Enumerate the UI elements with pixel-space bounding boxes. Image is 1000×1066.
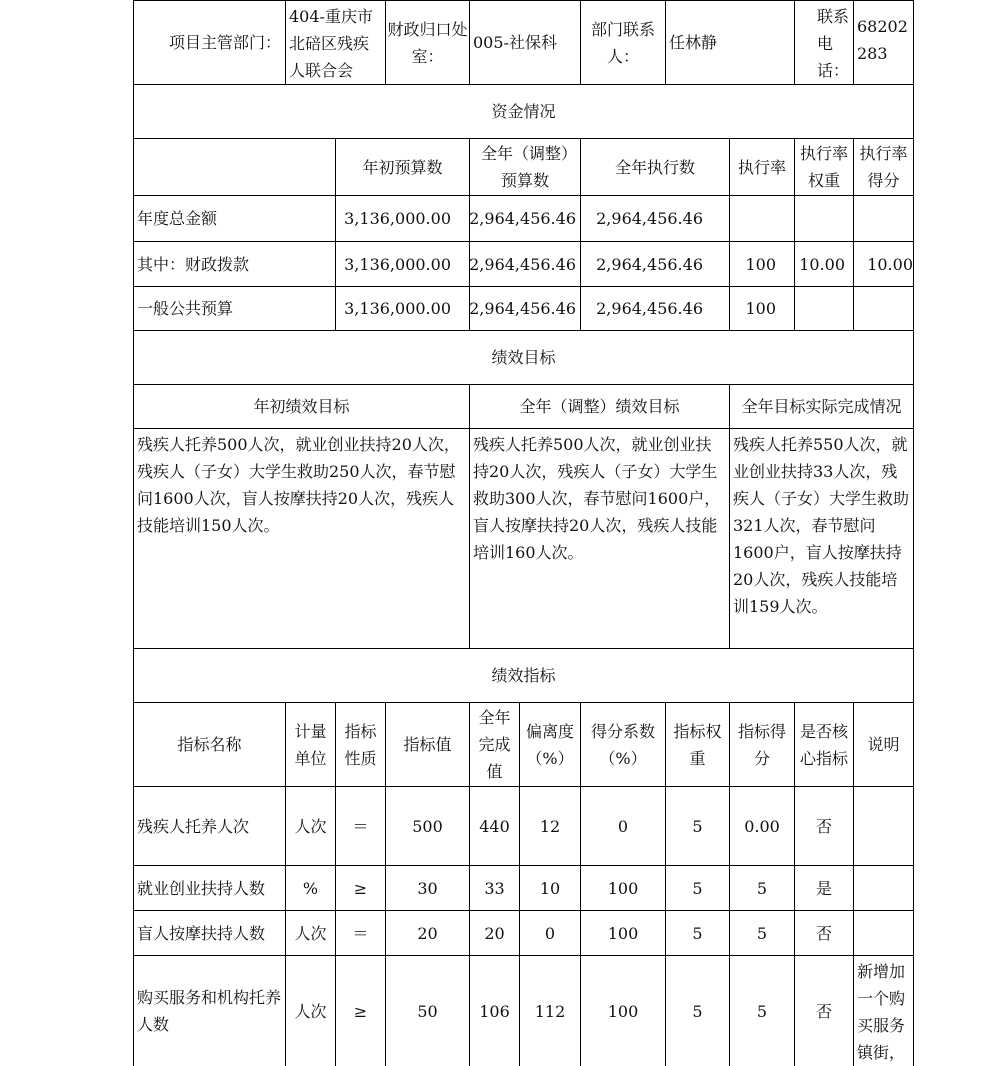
contact-value: 任林静: [669, 33, 718, 52]
ind-row-note: [854, 866, 913, 910]
ind-row-deviation: 0: [544, 923, 556, 943]
funds-row-executed: 2,964,456.46: [596, 254, 703, 274]
indicators-section-title: 绩效指标: [491, 666, 556, 685]
ind-row-coef: 100: [607, 878, 639, 898]
funds-row-executed: 2,964,456.46: [596, 209, 703, 228]
funds-row-weight: [795, 196, 853, 241]
ind-row-actual: 33: [484, 878, 505, 898]
ind-header-score: 指标得分: [737, 721, 786, 768]
ind-row-nature: ≥: [353, 878, 368, 898]
funds-header-executed: 全年执行数: [614, 157, 695, 177]
ind-row-target: 500: [412, 816, 443, 836]
ind-row-actual: 106: [479, 1001, 510, 1021]
goals-header-actual: 全年目标实际完成情况: [741, 397, 902, 416]
funds-row-adjusted: 2,964,456.46: [469, 254, 576, 274]
ind-header-core: 是否核心指标: [799, 721, 848, 768]
ind-row-score: 5: [756, 1001, 768, 1021]
funds-header-initial: 年初预算数: [362, 157, 443, 177]
dept-value: 404-重庆市北碚区残疾人联合会: [289, 7, 373, 80]
dept-label: 项目主管部门：: [168, 33, 281, 52]
ind-row-core: 否: [815, 816, 832, 836]
ind-header-unit: 计量单位: [294, 721, 327, 768]
goals-header-adjusted: 全年（调整）绩效目标: [519, 397, 680, 416]
ind-row-name: 就业创业扶持人数: [137, 878, 266, 898]
ind-row-target: 20: [417, 923, 438, 943]
ind-row-name: 购买服务和机构托养人数: [137, 988, 282, 1034]
goals-initial-text: 残疾人托养500人次，就业创业扶持20人次，残疾人（子女）大学生救助250人次，春节慰问1600人次，盲人按摩扶持20人次，残疾人技能培训150人次。: [137, 435, 460, 535]
funds-row-rate: 100: [745, 254, 776, 274]
ind-header-coef: 得分系数（%）: [590, 721, 655, 768]
fin-dept-value: 005-社保科: [473, 33, 557, 52]
ind-row-weight: 5: [692, 923, 703, 943]
fin-dept-label: 财政归口处室：: [387, 19, 468, 66]
funds-header-adjusted: 全年（调整）预算数: [480, 144, 569, 190]
funds-header-weight: 执行率权重: [799, 144, 848, 190]
funds-row-executed: 2,964,456.46: [596, 299, 703, 318]
ind-header-note: 说明: [867, 735, 900, 754]
ind-row-coef: 100: [607, 1001, 639, 1021]
funds-row-weight: [795, 287, 853, 330]
ind-row-weight: 5: [692, 816, 703, 836]
ind-row-deviation: 10: [539, 878, 561, 898]
ind-header-target: 指标值: [403, 735, 452, 754]
ind-row-name: 残疾人托养人次: [137, 816, 250, 836]
ind-row-note: 新增加一个购买服务镇街，: [857, 962, 906, 1062]
ind-row-deviation: 112: [534, 1001, 566, 1021]
ind-row-weight: 5: [692, 1001, 703, 1021]
ind-row-nature: ＝: [352, 923, 369, 943]
ind-header-actual: 全年完成值: [478, 708, 511, 781]
ind-row-core: 否: [815, 1001, 832, 1021]
ind-row-nature: ＝: [352, 816, 369, 836]
ind-row-coef: 0: [617, 816, 629, 836]
ind-row-score: 5: [756, 878, 768, 898]
ind-row-coef: 100: [607, 923, 639, 943]
ind-row-weight: 5: [692, 878, 703, 898]
funds-row-initial: 3,136,000.00: [344, 299, 451, 318]
ind-row-score: 0.00: [744, 816, 780, 836]
ind-row-note: [854, 911, 913, 955]
ind-row-name: 盲人按摩扶持人数: [137, 923, 266, 943]
funds-row-initial: 3,136,000.00: [344, 254, 451, 274]
ind-row-actual: 20: [484, 923, 505, 943]
goals-header-initial: 年初绩效目标: [253, 397, 350, 416]
ind-row-core: 否: [815, 923, 832, 943]
funds-row-label: 一般公共预算: [137, 299, 234, 318]
funds-section-title: 资金情况: [491, 102, 556, 121]
goals-adjusted-text: 残疾人托养500人次，就业创业扶持20人次，残疾人（子女）大学生救助300人次，春节慰问1600户，盲人按摩扶持20人次，残疾人技能培训160人次。: [473, 435, 721, 562]
funds-row-label: 其中：财政拨款: [137, 254, 250, 274]
ind-header-deviation: 偏离度（%）: [525, 721, 574, 768]
funds-row-weight: 10.00: [799, 254, 845, 274]
funds-row-rate: 100: [745, 299, 776, 318]
vline: [913, 0, 914, 1066]
funds-header-rate: 执行率: [737, 157, 786, 177]
ind-row-unit: 人次: [294, 816, 327, 836]
funds-row-rate: [730, 196, 794, 241]
funds-row-label: 年度总金额: [137, 209, 218, 228]
ind-row-target: 50: [417, 1001, 438, 1021]
ind-row-unit: 人次: [294, 1001, 327, 1021]
ind-row-nature: ≥: [353, 1001, 368, 1021]
ind-row-actual: 440: [479, 816, 510, 836]
goals-section-title: 绩效目标: [491, 348, 556, 367]
goals-actual-text: 残疾人托养550人次，就业创业扶持33人次，残疾人（子女）大学生救助321人次，春节慰问1600户，盲人按摩扶持20人次，残疾人技能培训159人次。: [733, 435, 910, 616]
ind-header-nature: 指标性质: [344, 721, 377, 768]
funds-row-score: [854, 287, 913, 330]
ind-row-deviation: 12: [539, 816, 561, 836]
ind-header-name: 指标名称: [177, 735, 242, 754]
ind-row-note: [854, 787, 913, 865]
ind-row-unit: %: [302, 878, 319, 898]
ind-header-weight: 指标权重: [673, 721, 722, 768]
phone-label: 联系电话：: [817, 7, 850, 80]
funds-row-score: 10.00: [867, 254, 913, 274]
ind-row-core: 是: [815, 878, 832, 898]
ind-row-unit: 人次: [294, 923, 327, 943]
funds-row-initial: 3,136,000.00: [344, 209, 451, 228]
funds-header-score: 执行率得分: [859, 144, 908, 190]
funds-row-adjusted: 2,964,456.46: [469, 299, 576, 318]
ind-row-target: 30: [417, 878, 438, 898]
phone-value: 68202283: [857, 17, 908, 63]
ind-row-score: 5: [756, 923, 768, 943]
funds-row-score: [854, 196, 913, 241]
contact-label: 部门联系人：: [590, 19, 655, 66]
funds-row-adjusted: 2,964,456.46: [469, 209, 576, 228]
